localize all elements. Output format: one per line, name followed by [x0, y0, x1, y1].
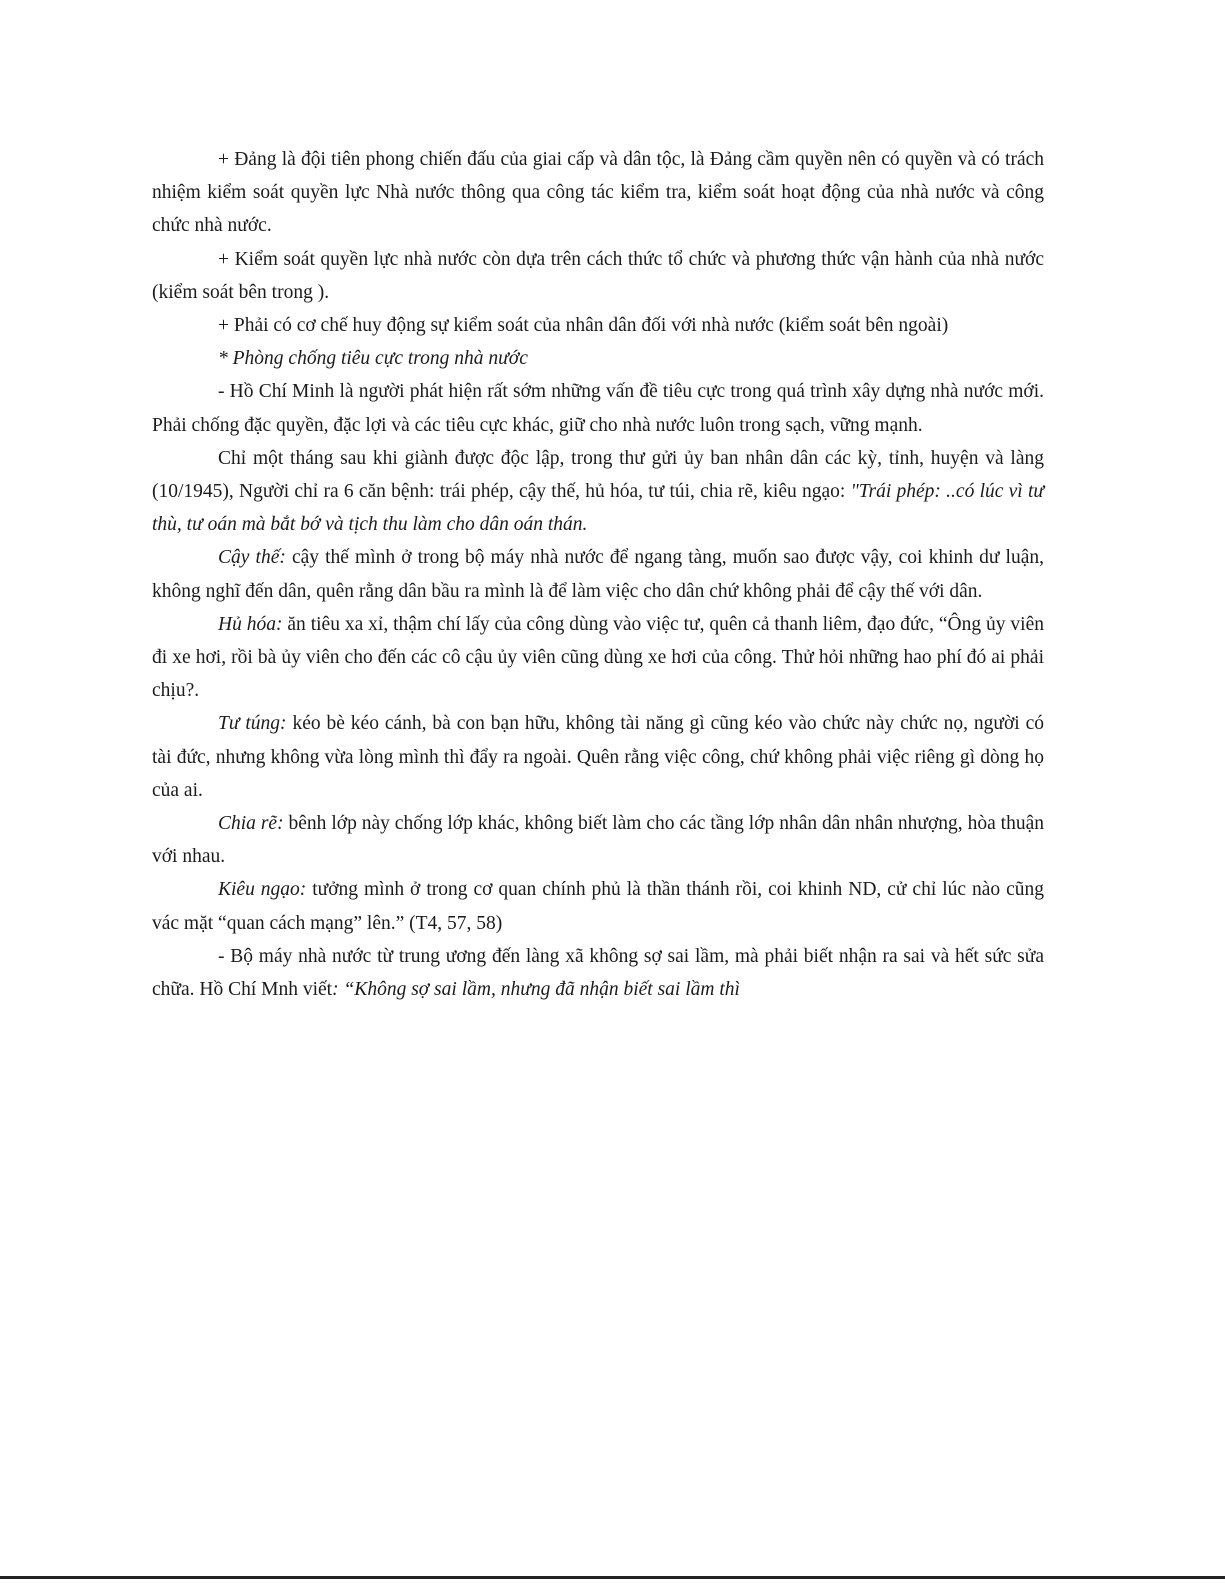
section-heading	[152, 342, 1044, 375]
section-heading-text: * Phòng chống tiêu cực trong nhà nước	[218, 348, 528, 370]
paragraph	[152, 309, 1044, 342]
paragraph	[152, 442, 1044, 542]
document-body	[152, 143, 1044, 1006]
paragraph	[152, 940, 1044, 1006]
paragraph	[152, 143, 1044, 243]
paragraph-text: ăn tiêu xa xỉ, thậm chí lấy của công dùng vào việc tư, quên cả thanh liêm, đạo đức, “Ông ủy viên đi xe hơi, rồi bà ủy viên cho đến các cô cậu ủy viên cũng dùng xe hơi của công. Thử hỏi những hao phí đó ai phải chịu?.	[152, 613, 1044, 702]
paragraph	[152, 807, 1044, 873]
term-label: Cậy thế:	[218, 547, 286, 569]
paragraph-text: kéo bè kéo cánh, bà con bạn hữu, không tài năng gì cũng kéo vào chức này chức nọ, người có tài đức, nhưng không vừa lòng mình thì đẩy ra ngoài. Quên rằng việc công, chứ không phải việc riêng gì dòng họ của ai.	[152, 713, 1044, 801]
paragraph	[152, 608, 1044, 708]
paragraph-text: bênh lớp này chống lớp khác, không biết làm cho các tầng lớp nhân dân nhân nhượng, hòa thuận với nhau.	[152, 813, 1044, 868]
paragraph-text: - Hồ Chí Minh là người phát hiện rất sớm những vấn đề tiêu cực trong quá trình xây dựng nhà nước mới. Phải chống đặc quyền, đặc lợi và các tiêu cực khác, giữ cho nhà nước luôn trong sạch, vững mạnh.	[152, 381, 1044, 436]
quote-text: : “Không sợ sai lầm, nhưng đã nhận biết sai lầm thì	[332, 979, 740, 1001]
term-label: Tư túng:	[218, 713, 287, 735]
term-label: Chia rẽ:	[218, 813, 284, 835]
paragraph-text: + Đảng là đội tiên phong chiến đấu của giai cấp và dân tộc, là Đảng cầm quyền nên có quyền và có trách nhiệm kiểm soát quyền lực Nhà nước thông qua công tác kiểm tra, kiểm soát hoạt động của nhà nước và công chức nhà nước.	[152, 149, 1044, 237]
paragraph	[152, 243, 1044, 309]
quote-text: "Trái phép: ..có lúc vì tư thù, tư oán mà bắt bớ và tịch thu làm cho dân oán thán.	[152, 481, 1044, 536]
paragraph	[152, 707, 1044, 807]
paragraph	[152, 541, 1044, 607]
term-label: Kiêu ngạo:	[218, 879, 307, 901]
paragraph-text: - Bộ máy nhà nước từ trung ương đến làng xã không sợ sai lầm, mà phải biết nhận ra sai và hết sức sửa chữa. Hồ Chí Mnh viết	[152, 945, 1044, 1001]
paragraph	[152, 873, 1044, 939]
paragraph	[152, 375, 1044, 441]
term-label: Hủ hóa:	[218, 613, 283, 635]
page-bottom-border	[0, 1576, 1225, 1579]
paragraph-text: + Kiểm soát quyền lực nhà nước còn dựa trên cách thức tổ chức và phương thức vận hành của nhà nước (kiểm soát bên trong ).	[152, 248, 1044, 303]
paragraph-text: + Phải có cơ chế huy động sự kiểm soát của nhân dân đối với nhà nước (kiểm soát bên ngoài)	[218, 315, 949, 337]
paragraph-text: Chỉ một tháng sau khi giành được độc lập, trong thư gửi ủy ban nhân dân các kỳ, tỉnh, huyện và làng (10/1945), Người chỉ ra 6 căn bệnh: trái phép, cậy thế, hủ hóa, tư túi, chia rẽ, kiêu ngạo:	[152, 447, 1044, 503]
paragraph-text: tưởng mình ở trong cơ quan chính phủ là thần thánh rồi, coi khinh ND, cử chỉ lúc nào cũng vác mặt “quan cách mạng” lên.” (T4, 57, 58)	[152, 879, 1045, 934]
paragraph-text: cậy thế mình ở trong bộ máy nhà nước để ngang tàng, muốn sao được vậy, coi khinh dư luận, không nghĩ đến dân, quên rằng dân bầu ra mình là để làm việc cho dân chứ không phải để cậy thế với dân.	[152, 547, 1044, 602]
